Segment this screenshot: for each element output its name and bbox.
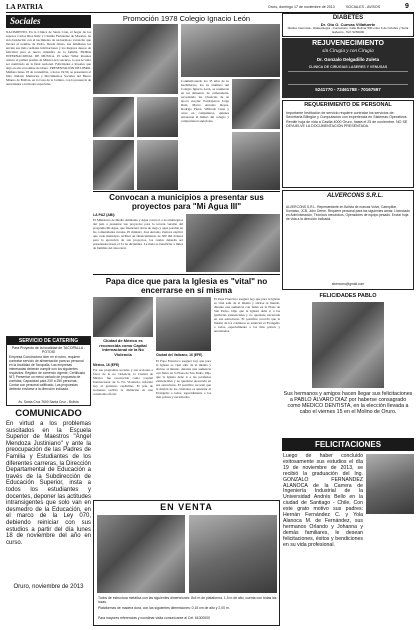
- felicidades-ad: [282, 292, 414, 436]
- promocion-title: Promoción 1978 Colegio Ignacio León: [122, 14, 251, 23]
- rejuv-phone: 5241770 - 72461788 - 70167597: [315, 87, 381, 92]
- sociales-title: Sociales: [10, 16, 41, 26]
- comunicado-body: En virtud a los problemas suscitados en la Escuela Superior de Maestros "Ángel Mendoza Justiniano" y ante la preocupación de las Padres de Familia y Estudiantes de los diferentes carreras, la Dirección Departamental de Educación a través de la Subdirección de Educación Superior, insta a todos los estudiantes y docentes, deponer las actitudes intransigentes que solo van en desmedro de la Educación, en el marco de la Ley 070, debiendo reiniciar con sus estudios a partir del día lunes 18 de noviembre del año en curso.: [6, 421, 91, 546]
- promocion-section: [93, 13, 280, 191]
- papa-headline: Papa dice que para la Iglesia es "vital" no encerrarse en sí misma: [105, 277, 268, 295]
- papa-body: El Papa Francisco aseguró hoy que para la Iglesia es vital salir de sí misma y abrirse al mundo, durante una audiencia con fieles en la Plaza de San Pedro. Dijo que la Iglesia debe ir a las periferias existenciales y no quedarse encerrada en sus estructuras. El pontífice recordó que la misión de los cristianos es anunciar el Evangelio a todos, especialmente a los más pobres y necesitados.: [156, 359, 211, 399]
- rejuv-doctor: Dr. Gonzalo Delgadillo Zuleta: [316, 57, 380, 62]
- felicidades-body: Sus hermanos y amigos hacen llegar sus felicitaciones a PABLO ÁLVARO DIAZ por haberse consagrado como MEDICO DENTISTA, en la elección llevada a cabo el viernes 15 en el Molino de Oruro.: [283, 391, 413, 415]
- comunicado-title: COMUNICADO: [15, 408, 82, 419]
- papa-side-dateline: México, 16 (EFE): [93, 363, 120, 367]
- masthead: [6, 3, 414, 13]
- requerimiento-title: REQUERIMIENTO DE PERSONAL: [304, 102, 392, 108]
- page-number: 9: [405, 3, 409, 10]
- servicio-contact: Av. Santa Cruz 7600 Santa Cruz - Bolivia: [18, 400, 79, 404]
- convocan-dateline: LA PAZ (ABI): [93, 213, 115, 217]
- servicio-title: SERVICIO DE CATERING: [7, 337, 90, 345]
- convocan-body: El Ministerio de Medio Ambiente y Agua convocó a los municipios del país a presentar sus proyectos para la tercera versión del programa Mi Agua, que financiará obras de riego y agua potable en las comunidades rurales. El ministro José Antonio Zamora explicó que cada municipio recibirá un financiamiento de 300 mil dólares para la ejecución de sus proyectos, los cuales deberán ser presentados hasta el 31 de diciembre. La meta es beneficiar a miles de familias del área rural.: [93, 218, 183, 250]
- rejuv-title: REJUVENECIMIENTO: [312, 40, 384, 47]
- section-label: SOCIALES - AVISOS: [346, 5, 381, 9]
- diabetes-title: DIABETES: [332, 15, 364, 21]
- promocion-body: Conmemorando los 35 años de su bachillerato, los ex alumnos del Colegio Ignacio León, se reunieron en un almuerzo de camaradería, recordando las vivencias de su época escolar. Participaron Jorge Ruiz, Marco Antonio Reyes, Rodrigo Pérez, Wilfredo Luna y otros ex compañeros, quienes entonaron el himno del colegio y compartieron anécdotas.: [181, 79, 229, 123]
- alvercons-ad: [282, 190, 414, 290]
- rejuv-subtitle: sin Cirugía y con Cirugía: [322, 49, 374, 54]
- servicio-subtitle: Para Proyecto de la localidad de TACOPALLA - POTOSI: [11, 346, 86, 354]
- felicidades-title: FELICIDADES PABLO: [319, 293, 377, 299]
- rejuvenecimiento-ad: [282, 38, 414, 98]
- servicio-ad: [6, 336, 91, 406]
- promocion-photo-3: [137, 97, 178, 137]
- felicitaciones-photo: [366, 454, 414, 514]
- alvercons-logo: [327, 193, 384, 203]
- felicitaciones-body: Luego de haber concluido exitosamente sus estudios el día 19 de noviembre de 2013, se recibió la graduación del Ing. GONZALO FERNANDEZ ALANOCA de la Carrera de Ingeniería Industrial de la Universidad Andrés Bello en la ciudad de Santiago - Chile. Con este grato motivo sus padres: Hernán Fernández C. y Yola Alanoca M. de Fernández, sus hermanos Orlando y Johanna y demás familiares, le desean felicitaciones, éxitos y bendiciones en su vida profesional.: [283, 453, 363, 548]
- alvercons-body: ALVERCONS S.R.L. Representante en Bolivia de marcas Volvo, Caterpillar, Komatsu, JCB, John Deere. Requiere personal para las siguientes áreas: Licenciado en Administración, Técnicos mecánicos, Operadores de equipo pesado. Enviar hoja de vida a la dirección indicada.: [286, 205, 410, 221]
- en-venta-title: EN VENTA: [160, 502, 213, 512]
- convocan-headline: Convocan a municipios a presentar sus proyectos para "Mi Agua III": [109, 193, 264, 211]
- comunicado-signature: Oruro, noviembre de 2013: [13, 584, 84, 590]
- promocion-photo-6: [232, 79, 280, 129]
- diabetes-doctor: Dr. Oto O. Cuevas Villafuerte: [320, 22, 376, 27]
- en-venta-item-3: Para mayores referencias y coordinar visita comunicarse al Cel: 61000000: [98, 616, 210, 620]
- sociales-section: [6, 15, 91, 333]
- felicitaciones-title: FELICITACIONES: [282, 438, 414, 451]
- diabetes-body: Médico Internista - Diabetología - Consultorio: Calle Bolívar 500 entre 6 de Octubre y Soria Galvarro - Telf: 5250000: [287, 26, 409, 34]
- papa-side-body: Por sus programas sociales y sus acciones a favor de la no violencia, la Ciudad de México fue reconocida como Capital Internacional de la No Violencia, informó hoy el gobierno capitalino. El jefe de Gobierno recibió la distinción en una ceremonia oficial.: [93, 368, 153, 396]
- alvercons-logo-text: ALVERCONS S.R.L.: [327, 193, 384, 199]
- rejuv-clinic: CLINICA DE CIRUGIAS LASERES Y VENUSAS: [308, 65, 388, 69]
- promocion-photo-2: [93, 97, 134, 137]
- en-venta-photo-1: [97, 515, 185, 593]
- papa-side-photo: [93, 297, 153, 337]
- en-venta-item-2: Plataformas de madera dura, con las siguientes dimensiones: 0,15 cm de alto y 2,00 m.: [98, 606, 230, 610]
- paper-name: LA PATRIA: [6, 3, 43, 11]
- promocion-photo-5: [137, 140, 178, 190]
- en-venta-ad: [93, 500, 280, 626]
- papa-article: [93, 274, 280, 498]
- sociales-header: [6, 15, 91, 28]
- rejuv-details: [288, 71, 408, 85]
- promocion-photo-4: [93, 140, 134, 190]
- promocion-photo-group: [181, 24, 280, 77]
- date-line: Oruro, domingo 17 de noviembre de 2013: [268, 5, 335, 9]
- en-venta-item-1: Todos de estructura metálica con las siguientes dimensiones: 8x4 m de plataforma, 1,5 m de alto, cuenta con todas las losas.: [98, 596, 277, 604]
- sociales-body: NACIMIENTO. En la Clínica de Santa Cruz, el hogar de los esposos Carlos Ríos Ruiz y Claudia Fernández de Morales, ha sido bendecido con el nacimiento de un hermoso varoncito que llevará el nombre de Pedro. Desde Oruro, sus familiares les envían sus más cordiales felicitaciones y los mejores deseos de felicidad para el nuevo miembro de la familia. PRIMA INTERNACIONAL DE MÚSICA. El señor Wiler Rosales obtuvo el primer premio de Música del concurso, lo que le valió ser nombrado en la final nacional. Felicidades a Rosales que dejó en alto el nombre de Oruro. PRESENTACIÓN DE LIBRO. Mañana lunes 18 de noviembre, a horas 19:30, se presentará el libro titulado Memorias y Movimientos Sociales del Banco Minero de Bolivia, en la Casa de la Cultura, con la presencia de autoridades e invitados especiales.: [6, 30, 91, 86]
- promocion-photo-7: [232, 132, 280, 190]
- papa-dateline: Ciudad del Vaticano, 16 (EFE): [156, 353, 203, 357]
- comunicado-ad: [6, 408, 91, 598]
- alvercons-email: alvercons@gmail.com: [331, 282, 365, 286]
- papa-side-box: [93, 297, 153, 497]
- felicitaciones-ad: [282, 438, 414, 626]
- papa-photo: [156, 297, 211, 351]
- papa-body-cont: El Papa Francisco aseguró hoy que para la Iglesia es vital salir de sí misma y abrirse al mundo, durante una audiencia con fieles en la Plaza de San Pedro. Dijo que la Iglesia debe ir a las periferias existenciales y no quedarse encerrada en sus estructuras. El pontífice recordó que la misión de los cristianos es anunciar el Evangelio a todos, especialmente a los más pobres y necesitados.: [214, 297, 280, 333]
- requerimiento-ad: [282, 100, 414, 188]
- felicidades-photo: [312, 302, 384, 388]
- promocion-photo-large: [93, 24, 178, 94]
- requerimiento-body: Importante Institución de servicio requiere contratar los servicios de: Secretaria Bilingüe y Computación con experiencia en Sistemas Operativos. Remitir hoja de vida a Casilla 4000 Oruro, hasta el 25 de noviembre. NO SE DEVUELVE LA DOCUMENTACIÓN PRESENTADA.: [286, 111, 408, 129]
- en-venta-photo-2: [189, 515, 277, 593]
- convocan-photo: [186, 214, 280, 272]
- convocan-article: [93, 191, 280, 273]
- papa-side-title: Ciudad de México es reconocida como Capital Internacional de la No Violencia: [99, 338, 147, 357]
- diabetes-ad: [282, 13, 414, 37]
- servicio-body: Empresa Constructora líder en el rubro, requiere contratar servicio de alimentación para su personal en la localidad de Tacopalla. Las empresas interesadas deberán cumplir con los siguientes requisitos: Registro de comercio vigente; Certificado NIT; Presentar un menú variado de propuesta de comidas; Capacidad para 200 a 250 personas; Contar con personal calificado. Las propuestas deberán enviarse a la dirección indicada.: [9, 355, 86, 391]
